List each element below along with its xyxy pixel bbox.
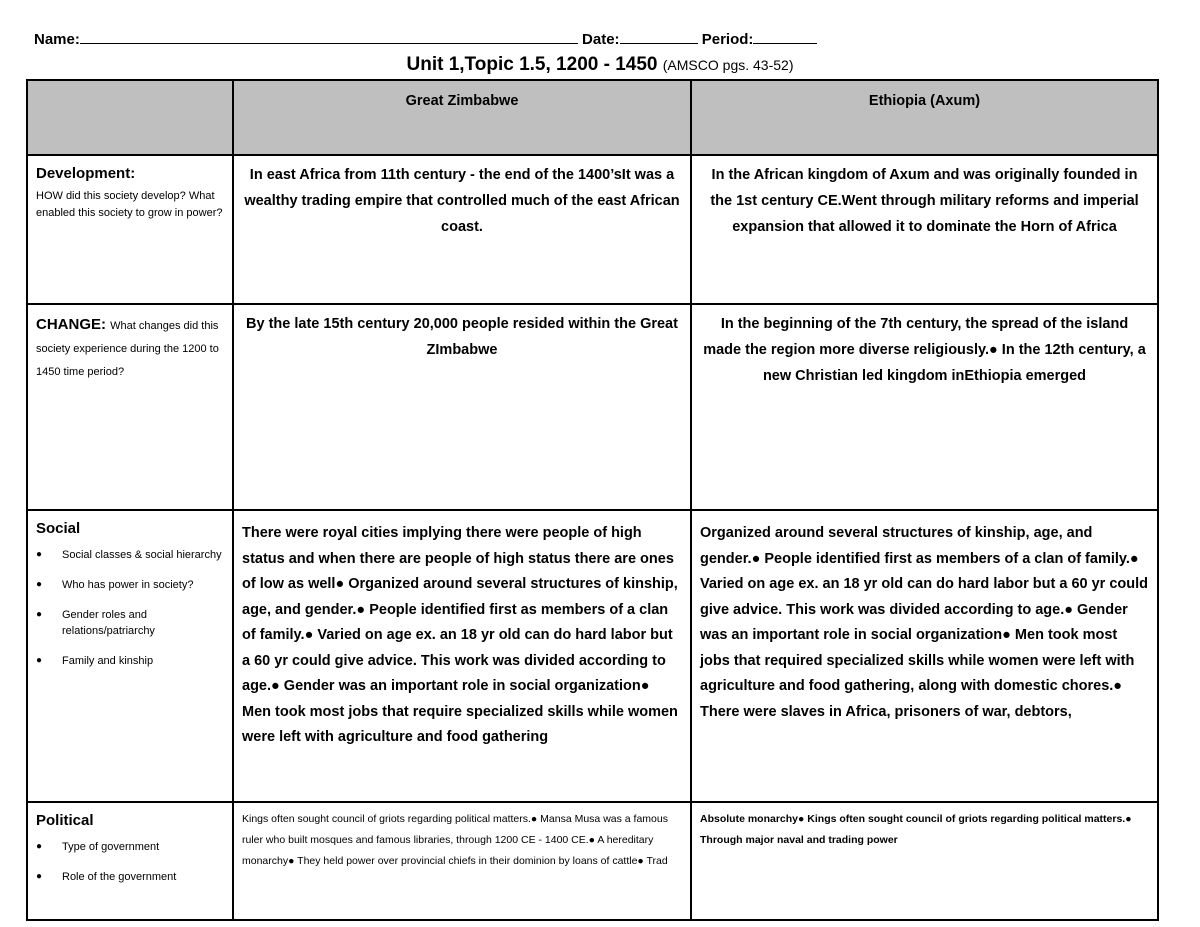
- change-label-cell: [27, 304, 233, 510]
- change-zimbabwe-cell[interactable]: By the late 15th century 20,000 people resided within the Great ZImbabwe: [233, 304, 691, 510]
- change-row: [27, 304, 1158, 510]
- list-item: ● Gender roles and relations/patriarchy: [36, 609, 155, 637]
- header-row: [27, 80, 1158, 155]
- name-blank[interactable]: [80, 30, 578, 44]
- social-zimbabwe-cell[interactable]: There were royal cities implying there were people of high status and when there are people of high status there are ones of low as well● Organized around several structures of kinship, age, and gender.● People identified first as members of a clan of family.● Varied on age ex. an 18 yr old can do hard labor but a 60 yr could give advice. This work was divided according to age.● Gender was an important role in social organization● Men took most jobs that require specialized skills while women were left with agriculture and food gathering: [233, 510, 691, 802]
- title-main: Unit 1,Topic 1.5, 1200 - 1450: [406, 54, 658, 75]
- political-row: [27, 802, 1158, 920]
- page-title: [0, 54, 1200, 76]
- social-bullet-list: [36, 547, 224, 669]
- political-zimbabwe-cell[interactable]: Kings often sought council of griots regarding political matters.● Mansa Musa was a famous ruler who built mosques and famous libraries, through 1200 CE - 1400 CE.● A hereditary monarchy● They held power over provincial chiefs in their dominion by loans of cattle● Trad: [233, 802, 691, 920]
- development-label-cell: [27, 155, 233, 304]
- development-sublabel: HOW did this society develop? What enabled this society to grow in power?: [36, 190, 223, 219]
- list-item: ● Type of government: [36, 841, 160, 853]
- change-label: CHANGE:: [36, 316, 106, 333]
- political-bullet-list: [36, 839, 224, 885]
- header-corner-cell: [27, 80, 233, 155]
- student-info-line: [34, 30, 817, 48]
- social-ethiopia-cell[interactable]: Organized around several structures of kinship, age, and gender.● People identified first as members of a clan of family.● Varied on age ex. an 18 yr old can do hard labor but a 60 yr could give advice. This work was divided according to age.● Gender was an important role in social organization● Men took most jobs that required specialized skills while women were left with agriculture and food gathering, along with domestic chores.● There were slaves in Africa, prisoners of war, debtors,: [691, 510, 1158, 802]
- development-zimbabwe-cell[interactable]: In east Africa from 11th century - the end of the 1400’sIt was a wealthy trading empire that controlled much of the east African coast.: [233, 155, 691, 304]
- list-item: ● Role of the government: [36, 871, 177, 883]
- development-label: Development:: [36, 165, 136, 182]
- comparison-table: [26, 79, 1159, 921]
- development-ethiopia-cell[interactable]: In the African kingdom of Axum and was originally founded in the 1st century CE.Went through military reforms and imperial expansion that allowed it to dominate the Horn of Africa: [691, 155, 1158, 304]
- change-label-block: [36, 314, 224, 383]
- political-label: Political: [36, 812, 94, 829]
- list-item: ● Who has power in society?: [36, 579, 194, 591]
- date-label: Date:: [582, 31, 620, 48]
- header-great-zimbabwe: Great Zimbabwe: [233, 80, 691, 155]
- social-label: Social: [36, 520, 81, 537]
- date-blank[interactable]: [620, 30, 698, 44]
- social-row: [27, 510, 1158, 802]
- social-label-cell: [27, 510, 233, 802]
- change-ethiopia-cell[interactable]: In the beginning of the 7th century, the spread of the island made the region more diverse religiously.● In the 12th century, a new Christian led kingdom inEthiopia emerged: [691, 304, 1158, 510]
- list-item: ● Family and kinship: [36, 655, 154, 667]
- name-label: Name:: [34, 31, 80, 48]
- change-sublabel: What changes did this society experience during the 1200 to 1450 time period?: [36, 320, 219, 378]
- period-blank[interactable]: [753, 30, 817, 44]
- title-sub: (AMSCO pgs. 43-52): [662, 57, 794, 73]
- political-label-cell: [27, 802, 233, 920]
- list-item: ● Social classes & social hierarchy: [36, 549, 222, 561]
- header-ethiopia-axum: Ethiopia (Axum): [691, 80, 1158, 155]
- period-label: Period:: [701, 31, 754, 48]
- political-ethiopia-cell[interactable]: Absolute monarchy● Kings often sought council of griots regarding political matters.● Through major naval and trading power: [691, 802, 1158, 920]
- development-row: [27, 155, 1158, 304]
